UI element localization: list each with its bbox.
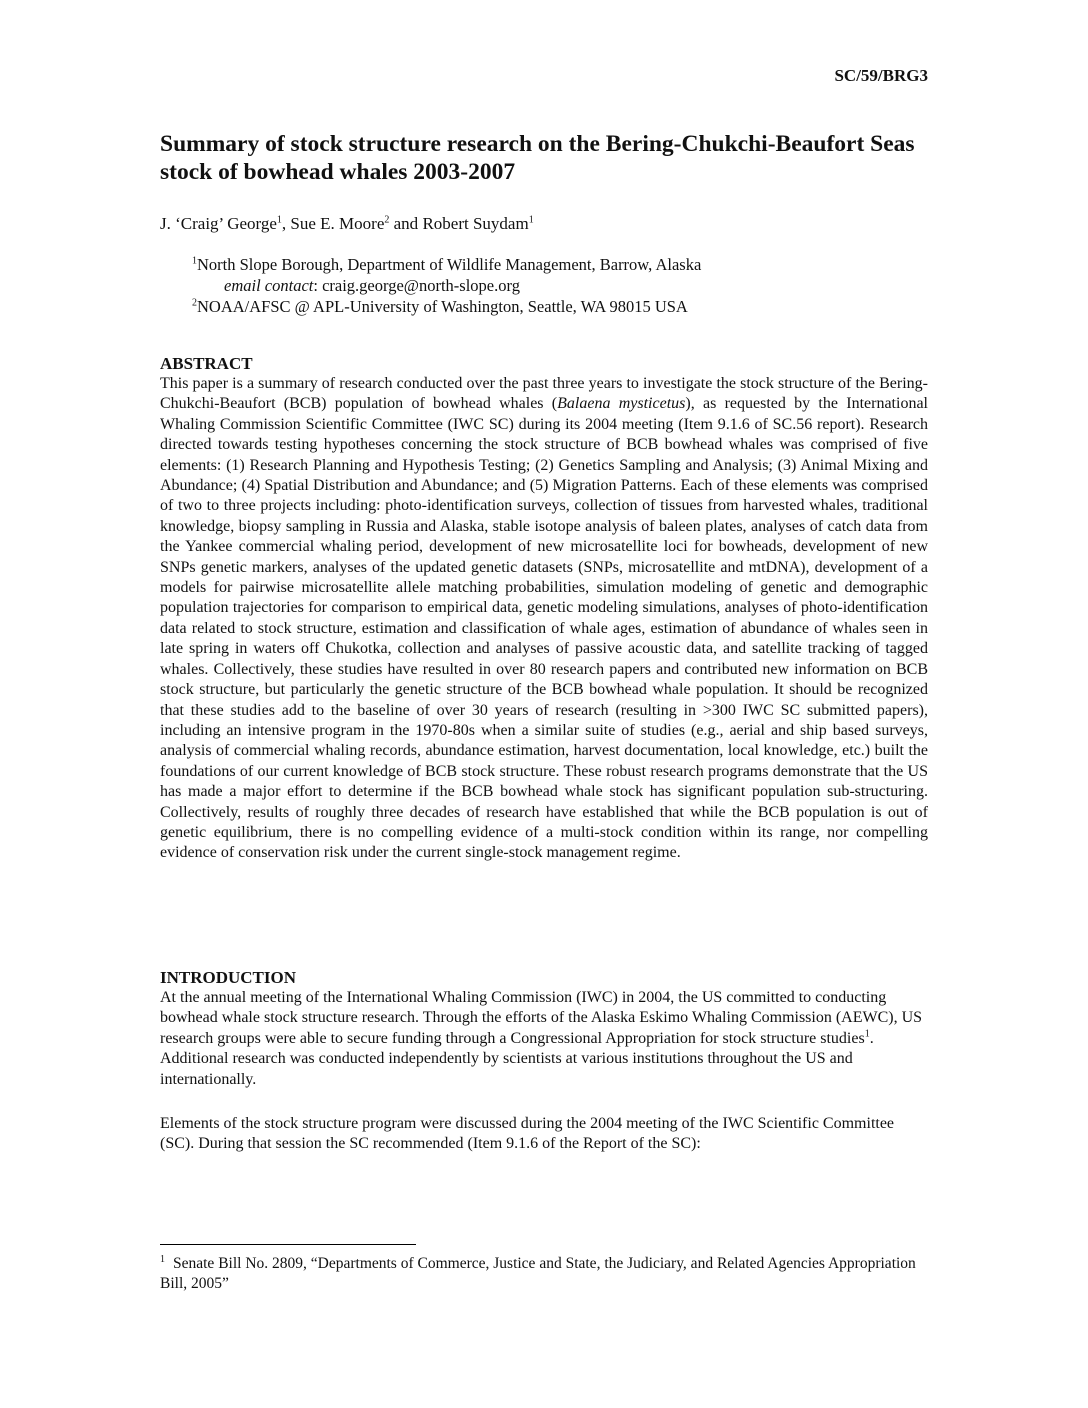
author-separator: ,	[281, 214, 291, 233]
affiliation-marker: 1	[528, 214, 534, 226]
affiliation-marker: 2	[192, 297, 197, 309]
paper-title: Summary of stock structure research on the Bering-Chukchi-Beaufort Seas stock of bowhead whales 2003-2007	[160, 131, 915, 185]
footnote-divider	[160, 1244, 416, 1245]
paragraph-text-part: . Additional research was conducted independently by scientists at various institutions throughout the US and internationally.	[160, 1029, 874, 1088]
affiliation-text: North Slope Borough, Department of Wildlife Management, Barrow, Alaska	[197, 255, 702, 274]
introduction-section	[160, 968, 928, 1090]
author-name: Robert Suydam	[422, 214, 529, 233]
email-label: email contact	[224, 276, 314, 295]
author-separator: and	[389, 214, 423, 233]
affiliation-1	[192, 254, 701, 275]
affiliation-2	[192, 296, 701, 317]
email-address[interactable]: craig.george@north-slope.org	[322, 276, 520, 295]
abstract-section	[160, 354, 928, 864]
email-contact	[192, 275, 701, 296]
affiliation-text: NOAA/AFSC @ APL-University of Washington, Seattle, WA 98015 USA	[197, 297, 688, 316]
introduction-paragraph-1	[160, 988, 928, 1090]
footnote	[160, 1254, 928, 1294]
abstract-text	[160, 374, 928, 864]
author-name: Sue E. Moore	[290, 214, 385, 233]
introduction-paragraph-2: Elements of the stock structure program were discussed during the 2004 meeting of the IWC Scientific Committee (SC). During that session the SC recommended (Item 9.1.6 of the Report of the SC):	[160, 1115, 895, 1153]
author-list	[160, 214, 534, 234]
abstract-text-part: This paper is a summary of research conducted over the past three years to investigate the stock structure of the Bering-Chukchi-Beaufort (BCB) population of bowhead whales (	[160, 375, 928, 413]
abstract-text-part: ), as requested by the International Whaling Commission Scientific Committee (IWC SC) during its 2004 meeting (Item 9.1.6 of SC.56 report). Research directed towards testing hypotheses concerning the stock structure of BCB bowhead whales was comprised of five elements: (1) Research Planning and Hypothesis Testing; (2) Genetics Sampling and Analysis; (3) Animal Mixing and Abundance; (4) Spatial Distribution and Abundance; and (5) Migration Patterns. Each of these elements was comprised of two to three projects including: photo-identification surveys, collection of tissues from harvested whales, traditional knowledge, biopsy sampling in Russia and Alaska, stable isotope analysis of baleen plates, analyses of catch data from the Yankee commercial whaling period, development of new microsatellite loci for bowheads, development of new SNPs genetic markers, analyses of the updated genetic datasets (SNPs, microsatellite and mtDNA), development of a models for pairwise microsatellite allele matching probabilities, simulation modeling of genetic and demographic population trajectories for comparison to empirical data, genetic modeling simulations, analyses of photo-identification data related to stock structure, estimation and classification of whale ages, estimation of abundance of whales seen in late spring in waters off Chukotka, collection and analyses of passive acoustic data, and satellite tracking of tagged whales. Collectively, these studies have resulted in over 80 research papers and contributed new information on BCB stock structure, but particularly the genetic structure of the BCB bowhead whale population. It should be recognized that these studies add to the baseline of over 30 years of research (resulting in >300 IWC SC submitted papers), including an intensive program in the 1970-80s when a similar suite of studies (e.g., aerial and ship based surveys, analysis of commercial whaling records, abundance estimation, harvest documentation, local knowledge, etc.) built the foundations of our current knowledge of BCB stock structure. These robust research programs demonstrate that the US has made a major effort to determine if the BCB bowhead whale stock has significant population sub-structuring. Collectively, results of roughly three decades of research have established that while the BCB population is out of genetic equilibrium, there is no compelling evidence of a multi-stock condition within its range, nor compelling evidence of conservation risk under the current single-stock management regime.	[160, 395, 928, 862]
abstract-heading: ABSTRACT	[160, 354, 253, 373]
introduction-heading: INTRODUCTION	[160, 968, 297, 987]
affiliation-marker: 2	[384, 214, 390, 226]
paragraph-text-part: At the annual meeting of the International Whaling Commission (IWC) in 2004, the US committed to conducting bowhead whale stock structure research. Through the efforts of the Alaska Eskimo Whaling Commission (AEWC), US research groups were able to secure funding through a Congressional Appropriation for stock structure studies	[160, 989, 923, 1047]
author-name: J. ‘Craig’ George	[160, 214, 277, 233]
footnote-marker: 1	[160, 1253, 165, 1265]
footnote-text: Senate Bill No. 2809, “Departments of Commerce, Justice and State, the Judiciary, and Related Agencies Appropriation Bill, 2005”	[160, 1255, 916, 1292]
affiliation-marker: 1	[276, 214, 282, 226]
email-separator: :	[313, 276, 323, 295]
document-id: SC/59/BRG3	[834, 66, 928, 85]
footnote-reference[interactable]: 1	[864, 1028, 870, 1040]
affiliations	[192, 254, 701, 317]
species-name: Balaena mysticetus	[557, 395, 686, 413]
affiliation-marker: 1	[192, 255, 197, 267]
